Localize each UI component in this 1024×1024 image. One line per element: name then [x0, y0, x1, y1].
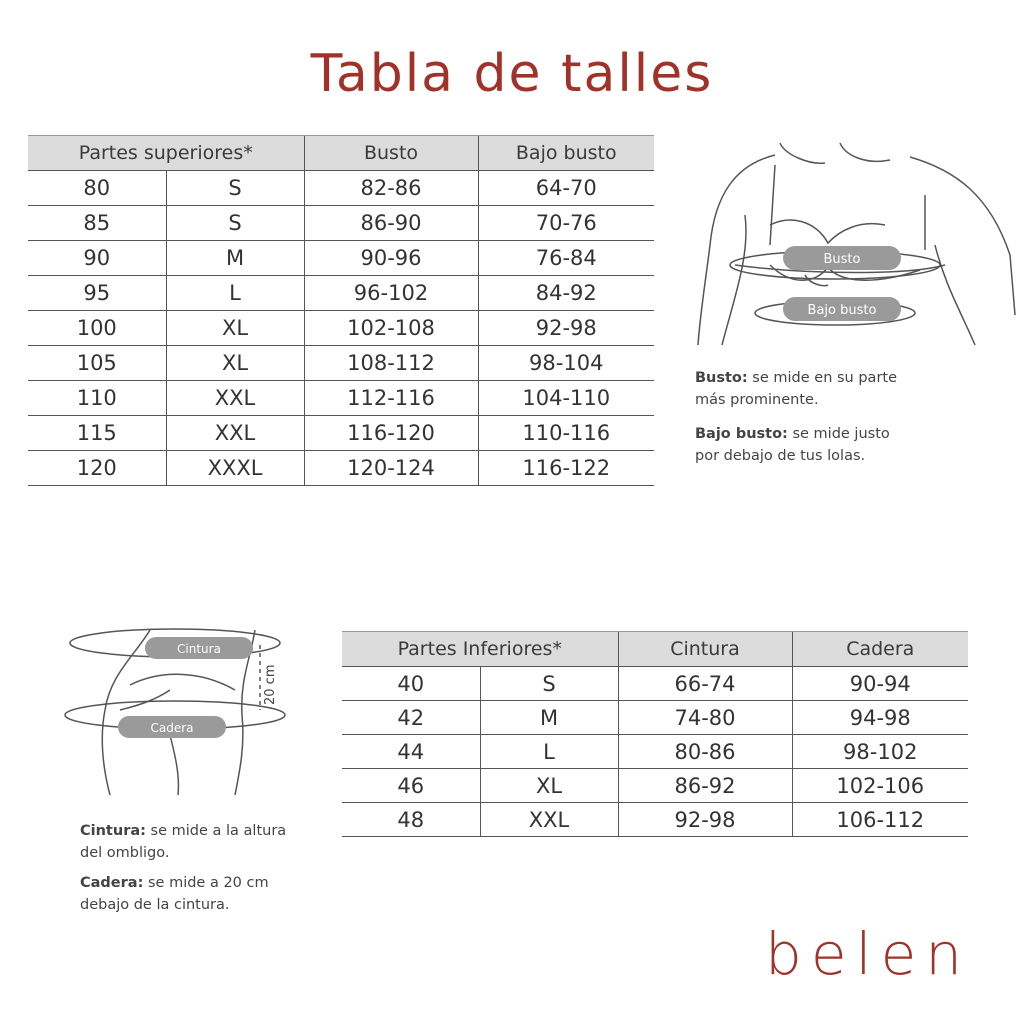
table-row — [28, 206, 654, 241]
table-cell: 90-96 — [304, 241, 478, 276]
table-cell: XXXL — [166, 451, 304, 486]
lower-body-illustration — [60, 615, 290, 805]
tag-cadera: Cadera — [150, 721, 194, 735]
table-cell: 70-76 — [478, 206, 654, 241]
table-cell: 108-112 — [304, 346, 478, 381]
table-cell: 44 — [342, 735, 480, 769]
measure-20cm: 20 cm — [263, 664, 278, 705]
table-header-row — [342, 632, 968, 667]
table-row — [28, 346, 654, 381]
table-row — [342, 701, 968, 735]
table-row — [28, 171, 654, 206]
header-busto: Busto — [304, 136, 478, 171]
table-row — [28, 381, 654, 416]
table-cell: 105 — [28, 346, 166, 381]
table-cell: 120-124 — [304, 451, 478, 486]
table-cell: 120 — [28, 451, 166, 486]
table-cell: 106-112 — [792, 803, 968, 837]
table-cell: 100 — [28, 311, 166, 346]
table-cell: 66-74 — [618, 667, 792, 701]
table-cell: 110 — [28, 381, 166, 416]
table-cell: 112-116 — [304, 381, 478, 416]
table-cell: 95 — [28, 276, 166, 311]
table-cell: 86-92 — [618, 769, 792, 803]
tag-cintura: Cintura — [177, 642, 221, 656]
table-cell: M — [480, 701, 618, 735]
lower-size-table — [342, 631, 968, 837]
table-cell: S — [480, 667, 618, 701]
upper-body-illustration — [690, 135, 1020, 350]
note-cadera: Cadera: se mide a 20 cm debajo de la cintura. — [80, 875, 269, 913]
table-cell: 80 — [28, 171, 166, 206]
table-row — [28, 451, 654, 486]
tag-busto: Busto — [823, 252, 861, 267]
table-cell: 102-108 — [304, 311, 478, 346]
table-cell: 116-122 — [478, 451, 654, 486]
table-row — [28, 241, 654, 276]
note-bajo-busto: Bajo busto: se mide justo por debajo de tus lolas. — [695, 426, 890, 464]
table-cell: M — [166, 241, 304, 276]
table-cell: 42 — [342, 701, 480, 735]
table-cell: 46 — [342, 769, 480, 803]
table-cell: 85 — [28, 206, 166, 241]
table-cell: XL — [166, 311, 304, 346]
table-cell: S — [166, 206, 304, 241]
table-cell: 76-84 — [478, 241, 654, 276]
header-bajo-busto: Bajo busto — [478, 136, 654, 171]
table-cell: 92-98 — [618, 803, 792, 837]
table-cell: 84-92 — [478, 276, 654, 311]
table-cell: 110-116 — [478, 416, 654, 451]
table-cell: 48 — [342, 803, 480, 837]
table-row — [28, 311, 654, 346]
header-partes-inferiores: Partes Inferiores* — [342, 632, 618, 667]
table-cell: 74-80 — [618, 701, 792, 735]
table-cell: 104-110 — [478, 381, 654, 416]
table-cell: 115 — [28, 416, 166, 451]
table-cell: XL — [480, 769, 618, 803]
table-cell: 86-90 — [304, 206, 478, 241]
table-cell: 116-120 — [304, 416, 478, 451]
table-row — [28, 416, 654, 451]
note-cintura: Cintura: se mide a la altura del ombligo. — [80, 823, 287, 861]
table-cell: 90 — [28, 241, 166, 276]
table-cell: XXL — [166, 381, 304, 416]
table-cell: XXL — [166, 416, 304, 451]
table-row — [342, 667, 968, 701]
table-cell: 102-106 — [792, 769, 968, 803]
table-cell: L — [166, 276, 304, 311]
table-cell: 94-98 — [792, 701, 968, 735]
table-cell: 40 — [342, 667, 480, 701]
table-cell: L — [480, 735, 618, 769]
table-header-row — [28, 136, 654, 171]
table-cell: 96-102 — [304, 276, 478, 311]
tag-bajo-busto: Bajo busto — [807, 303, 877, 318]
header-cintura: Cintura — [618, 632, 792, 667]
table-cell: 90-94 — [792, 667, 968, 701]
table-cell: S — [166, 171, 304, 206]
note-busto: Busto: se mide en su parte más prominente. — [695, 370, 898, 408]
table-cell: 80-86 — [618, 735, 792, 769]
table-row — [342, 803, 968, 837]
page-title: Tabla de talles — [310, 44, 714, 104]
table-row — [342, 735, 968, 769]
table-cell: 92-98 — [478, 311, 654, 346]
table-row — [342, 769, 968, 803]
table-cell: 82-86 — [304, 171, 478, 206]
table-cell: 98-102 — [792, 735, 968, 769]
upper-size-table — [28, 135, 654, 486]
table-cell: 64-70 — [478, 171, 654, 206]
brand-logo: belen — [765, 920, 972, 988]
table-cell: XL — [166, 346, 304, 381]
table-cell: XXL — [480, 803, 618, 837]
header-partes-superiores: Partes superiores* — [28, 136, 304, 171]
table-cell: 98-104 — [478, 346, 654, 381]
header-cadera: Cadera — [792, 632, 968, 667]
table-row — [28, 276, 654, 311]
